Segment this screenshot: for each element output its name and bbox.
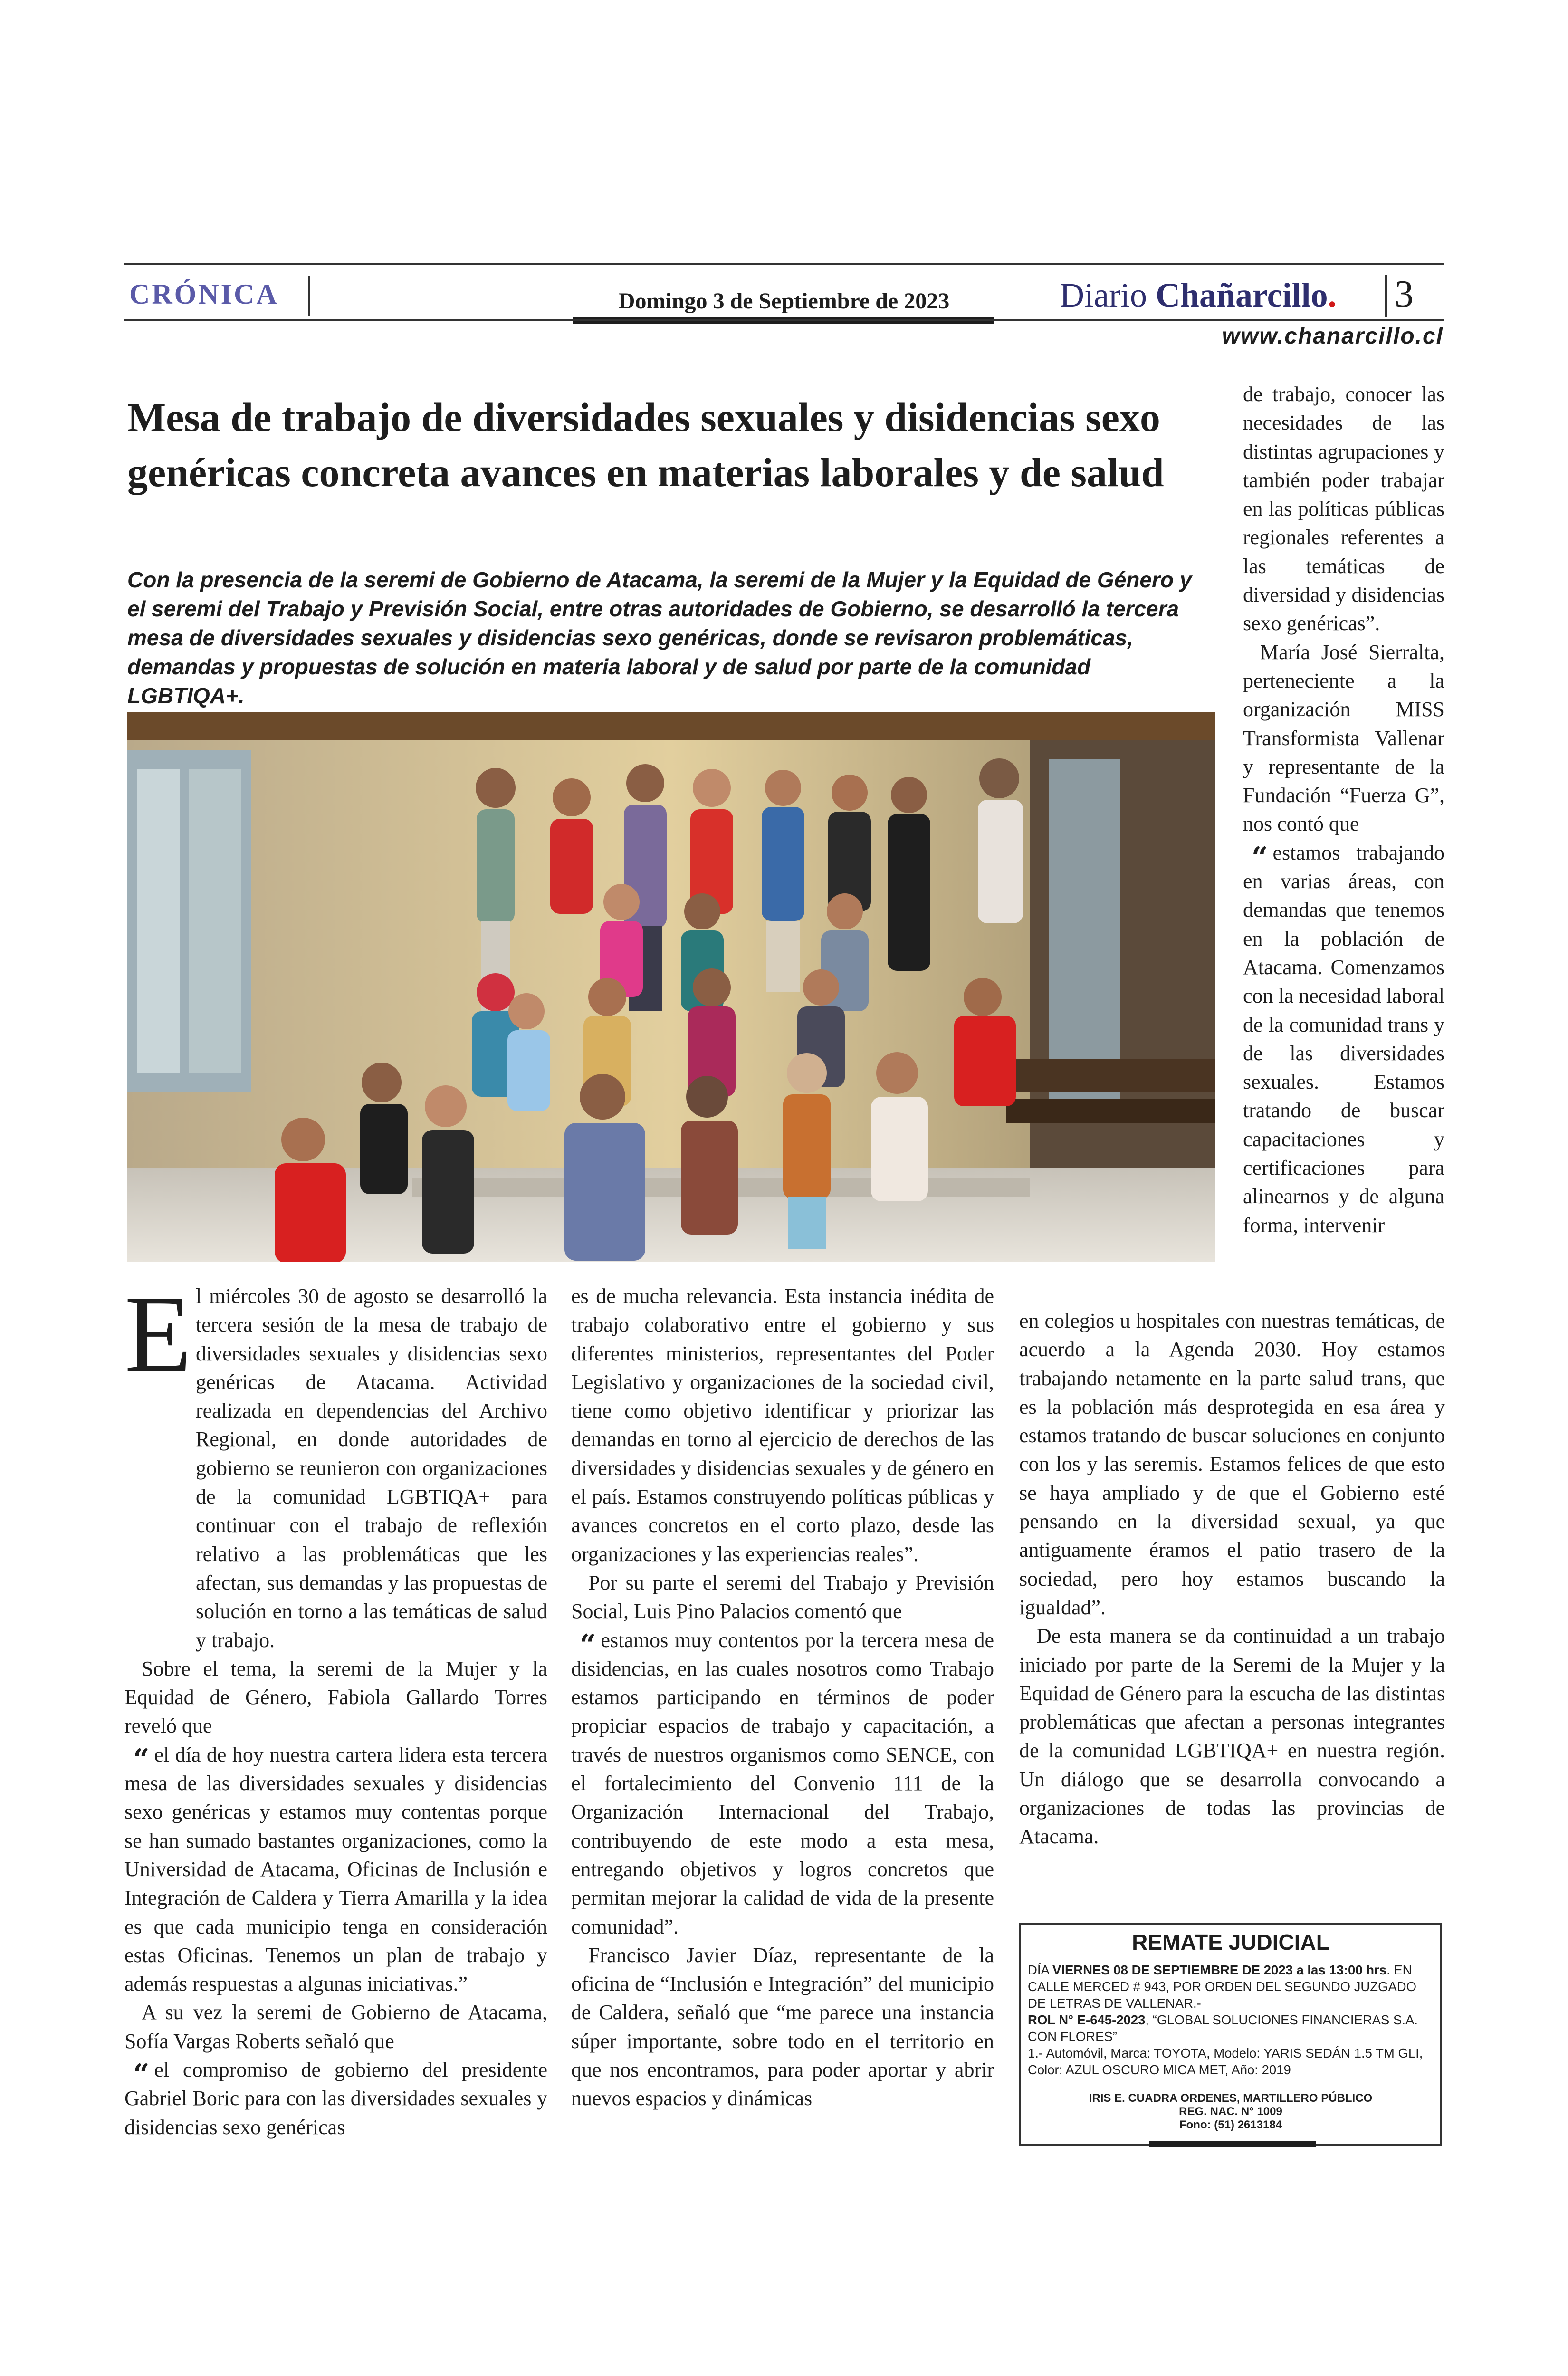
paragraph: Francisco Javier Díaz, representante de la oficina de “Inclusión e Integración” del municipio de Caldera, señaló que “me parece una instancia súper importante, sobre todo en el territorio en que nos encontramos, para poder aportar y abrir nuevos espacios y dinámicas [571,1943,994,2110]
article-lead: Con la presencia de la seremi de Gobierno de Atacama, la seremi de la Mujer y la Equidad de Género y el seremi del Trabajo y Previsión Social, entre otras autoridades de Gobierno, se desarrolló la tercera mesa de diversidades sexuales y disidencias sexo genéricas, donde se revisaron problemáticas, demandas y propuestas de solución en materia laboral y de salud por parte de la comunidad LGBTIQA+. [127,567,1192,708]
newspaper-name [1060,276,1337,315]
ad-registry: REG. NAC. N° 1009 [1179,2105,1282,2118]
article-column-2 [571,1282,994,2113]
newspaper-dot: . [1328,276,1337,314]
ad-title: REMATE JUDICIAL [1132,1930,1329,1954]
paragraph: A su vez la seremi de Gobierno de Atacama, Sofía Vargas Roberts señaló que [124,2001,547,2053]
ad-case-number [1028,2012,1437,2045]
quote-paragraph [1243,839,1444,1240]
quote-text: el día de hoy nuestra cartera lidera esta tercera mesa de las diversidades sexuales y disidencias sexo genéricas y estamos muy contentas porque se han sumado bastantes organizaciones, como la Universidad de Atacama, Oficinas de Inclusión e Integración de Caldera y Tierra Amarilla y la idea es que cada municipio tenga en consideración estas Oficinas. Tenemos un plan de trabajo y además respuestas a algunas iniciativas.” [124,1743,547,1996]
ad-item: 1.- Automóvil, Marca: TOYOTA, Modelo: YARIS SEDÁN 1.5 TM GLI, Color: AZUL OSCURO MICA MET, Año: 2019 [1028,2046,1423,2077]
quote-paragraph [571,1626,994,1941]
section-label: CRÓNICA [129,278,279,310]
section-divider [308,276,310,316]
ad-auctioneer: IRIS E. CUADRA ORDENES, MARTILLERO PÚBLICO [1089,2092,1373,2105]
group-photo [127,712,1215,1262]
quote-mark-icon: “ [133,2058,150,2092]
article-column-3-top [1243,380,1444,1240]
article-column-3-bottom [1019,1307,1445,1851]
paragraph: Sobre el tema, la seremi de la Mujer y la Equidad de Género, Fabiola Gallardo Torres reveló que [124,1657,547,1738]
paragraph: l miércoles 30 de agosto se desarrolló la tercera sesión de la mesa de trabajo de diversidades sexuales y disidencias sexo genéricas de Atacama. Actividad realizada en dependencias del Archivo Regional, en donde autoridades de gobierno se reunieron con organizaciones de la comunidad LGBTIQA+ para continuar con el trabajo de reflexión relativo a las problemáticas que les afectan, sus demandas y las propuestas de solución en torno a las temáticas de salud y trabajo. [196,1284,547,1652]
newspaper-prefix: Diario [1060,276,1156,314]
quote-mark-icon: “ [580,1628,596,1662]
quote-paragraph [124,1741,547,1999]
header-bottom-rule [124,319,1444,321]
website-url: www.chanarcillo.cl [1222,324,1444,349]
quote-text: estamos trabajando en varias áreas, con demandas que tenemos en la población de Atacama. Comenzamos con la necesidad laboral de la comunidad trans y de las diversidades sexuales. Estamos tratando de buscar capacitaciones y certificaciones para alinearnos y de alguna forma, intervenir [1243,841,1444,1237]
article-headline: Mesa de trabajo de diversidades sexuales y disidencias sexo genéricas concreta avances en materias laborales y de salud [127,394,1164,495]
quote-mark-icon: “ [1252,841,1268,874]
group-photo-illustration [127,712,1215,1262]
issue-date: Domingo 3 de Septiembre de 2023 [618,288,950,314]
page-number: 3 [1395,273,1414,315]
quote-paragraph [124,2056,547,2142]
drop-cap: E [124,1273,192,1395]
ad-phone: Fono: (51) 2613184 [1179,2118,1282,2131]
paragraph: es de mucha relevancia. Esta instancia inédita de trabajo colaborativo entre el gobierno y sus diferentes ministerios, representantes del Poder Legislativo y organizaciones de la sociedad civil, tiene como objetivo identificar y priorizar las demandas en torno al ejercicio de derechos de las diversidades y disidencias sexuales y de género en el país. Estamos construyendo políticas públicas y avances concretos en el corto plazo, desde las organizaciones y las experiencias reales”. [571,1284,994,1566]
ad-body [1028,1962,1437,2078]
ad-rol: ROL N° E-645-2023 [1028,2012,1146,2027]
ad-bottom-bar [1149,2141,1316,2147]
ad-text: , “GLOBAL SOLUCIONES FINANCIERAS S.A. CON FLORES” [1028,2012,1418,2044]
ad-date: VIERNES 08 DE SEPTIEMBRE DE 2023 a las 13:00 hrs [1052,1963,1387,1977]
newspaper-brand: Chañarcillo [1155,276,1328,314]
legal-notice-ad [1019,1923,1442,2146]
paragraph: De esta manera se da continuidad a un trabajo iniciado por parte de la Seremi de la Mujer y la Equidad de Género para la escucha de las distintas problemáticas que afectan a personas integrantes de la comunidad LGBTIQA+ en nuestra región. Un diálogo que se desarrolla convocando a organizaciones de todas las provincias de Atacama. [1019,1624,1445,1849]
ad-footer [1021,2092,1440,2132]
ad-text: . EN CALLE MERCED # 943, POR ORDEN DEL SEGUNDO JUZGADO DE LETRAS DE VALLENAR.- [1028,1963,1417,2011]
paragraph: María José Sierralta, perteneciente a la organización MISS Transformista Vallenar y representante de la Fundación “Fuerza G”, nos contó que [1243,640,1444,836]
header-top-rule [124,263,1444,265]
quote-text: estamos muy contentos por la tercera mesa de disidencias, en las cuales nosotros como Trabajo estamos participando en términos de poder propiciar espacios de trabajo y capacitación, a través de nuestros organismos como SENCE, con el fortalecimiento del Convenio 111 de la Organización Internacional del Trabajo, contribuyendo de este modo a esta mesa, entregando objetivos y logros concretos que permitan mejorar la calidad de vida de la presente comunidad”. [571,1628,994,1938]
paragraph: de trabajo, conocer las necesidades de las distintas agrupaciones y también poder trabajar en las políticas públicas regionales referentes a las temáticas de diversidad y disidencias sexo genéricas”. [1243,383,1444,635]
page-number-divider [1385,275,1387,317]
paragraph: Por su parte el seremi del Trabajo y Previsión Social, Luis Pino Palacios comentó que [571,1571,994,1623]
ad-auction-details [1028,1962,1437,2012]
article-column-1 [124,1282,547,2142]
paragraph: en colegios u hospitales con nuestras temáticas, de acuerdo a la Agenda 2030. Hoy estamos trabajando netamente en la parte salud trans, que es la población más desprotegida en esa área y estamos tratando de buscar soluciones en conjunto con los y las seremis. Estamos felices de que esto se haya ampliado y de que el Gobierno esté pensando en la diversidad sexual, ya que antiguamente éramos el patio trasero de la sociedad, pero hoy estamos buscando la igualdad”. [1019,1309,1445,1619]
quote-mark-icon: “ [133,1743,150,1776]
quote-text: el compromiso de gobierno del presidente Gabriel Boric para con las diversidades sexuales y disidencias sexo genéricas [124,2058,547,2139]
ad-text: DÍA [1028,1963,1052,1977]
